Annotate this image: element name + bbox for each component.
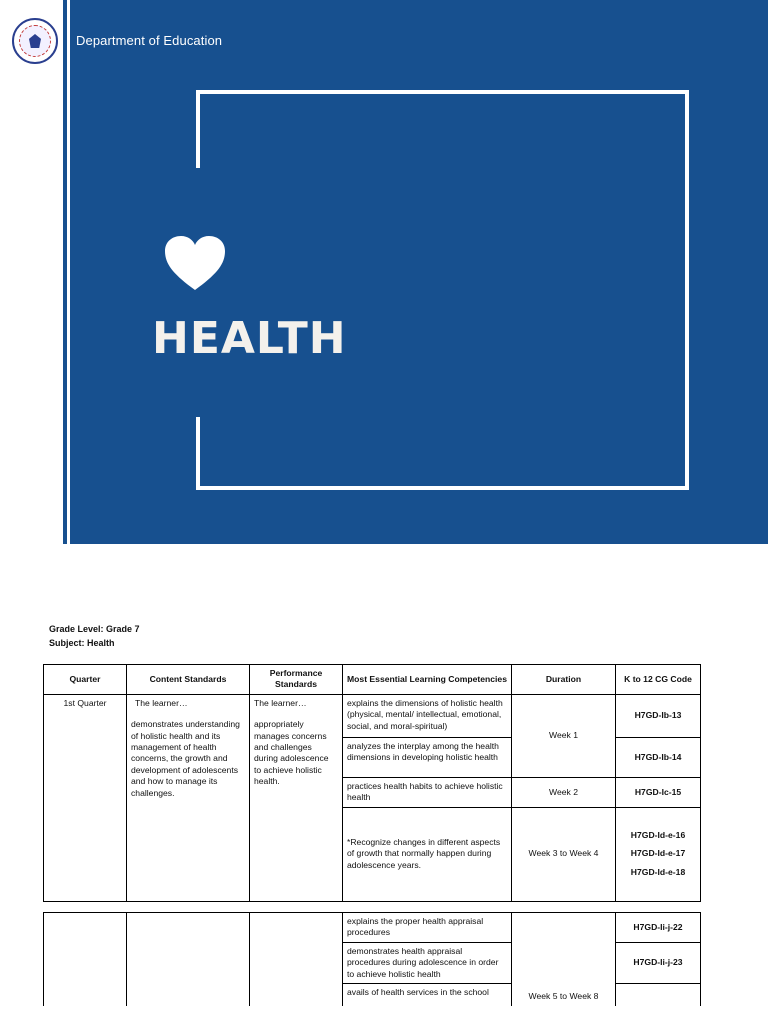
header-melc: Most Essential Learning Competencies (343, 665, 512, 695)
melc-cell: *Recognize changes in different aspects of growth that normally happen during adolescence years. (343, 807, 512, 901)
content-standards-cell (127, 694, 250, 901)
duration-cell: Week 2 (512, 777, 616, 807)
code-cell: H7GD-Ic-15 (616, 777, 701, 807)
code-cell: H7GD-Ii-j-23 (616, 942, 701, 983)
content-intro: The learner… (135, 697, 188, 708)
performance-text: appropriately manages concerns and challenges during adolescence to achieve holistic health. (254, 719, 329, 787)
department-name: Department of Education (76, 33, 223, 48)
performance-standards-cell (250, 694, 343, 901)
melc-cell: demonstrates health appraisal procedures during adolescence in order to achieve holistic health (343, 942, 512, 983)
header-quarter: Quarter (44, 665, 127, 695)
quarter-cell (44, 913, 127, 1006)
cover-title: HEALTH (152, 313, 347, 364)
header-duration: Duration (512, 665, 616, 695)
code-item: H7GD-Id-e-17 (630, 848, 686, 859)
duration-cell: Week 1 (512, 694, 616, 777)
melc-cell: avails of health services in the school (343, 984, 512, 1006)
code-cell: H7GD-Ib-14 (616, 737, 701, 777)
melc-table (43, 664, 701, 902)
melc-cell: explains the dimensions of holistic health (physical, mental/ intellectual, emotional, social, and moral-spiritual) (343, 694, 512, 737)
banner-edge (63, 0, 67, 544)
deped-seal-icon (12, 18, 58, 64)
melc-cell: analyzes the interplay among the health dimensions in developing holistic health (343, 737, 512, 777)
cover-frame (196, 90, 689, 490)
code-cell (616, 984, 701, 1006)
quarter-cell: 1st Quarter (44, 694, 127, 901)
content-standards-cell (127, 913, 250, 1006)
header-code: K to 12 CG Code (616, 665, 701, 695)
header-performance-standards: Performance Standards (250, 665, 343, 695)
code-item: H7GD-Id-e-18 (630, 866, 686, 877)
code-cell: H7GD-Ii-j-22 (616, 913, 701, 943)
melc-cell: explains the proper health appraisal procedures (343, 913, 512, 943)
duration-cell: Week 3 to Week 4 (512, 807, 616, 901)
content-text: demonstrates understanding of holistic health and its management of health concerns, the growth and development of adolescents and how to manage its challenges. (131, 719, 240, 798)
duration-cell: Week 5 to Week 8 (512, 913, 616, 1006)
melc-table-continued (43, 912, 701, 1006)
header-content-standards: Content Standards (127, 665, 250, 695)
code-cell: H7GD-Ib-13 (616, 694, 701, 737)
grade-level: Grade Level: Grade 7 (49, 624, 140, 634)
document-meta (49, 622, 140, 650)
heart-icon (163, 234, 227, 292)
melc-cell: practices health habits to achieve holistic health (343, 777, 512, 807)
performance-intro: The learner… (254, 697, 307, 708)
subject: Subject: Health (49, 638, 115, 648)
performance-standards-cell (250, 913, 343, 1006)
code-cell (616, 807, 701, 901)
code-item: H7GD-Id-e-16 (630, 830, 686, 841)
